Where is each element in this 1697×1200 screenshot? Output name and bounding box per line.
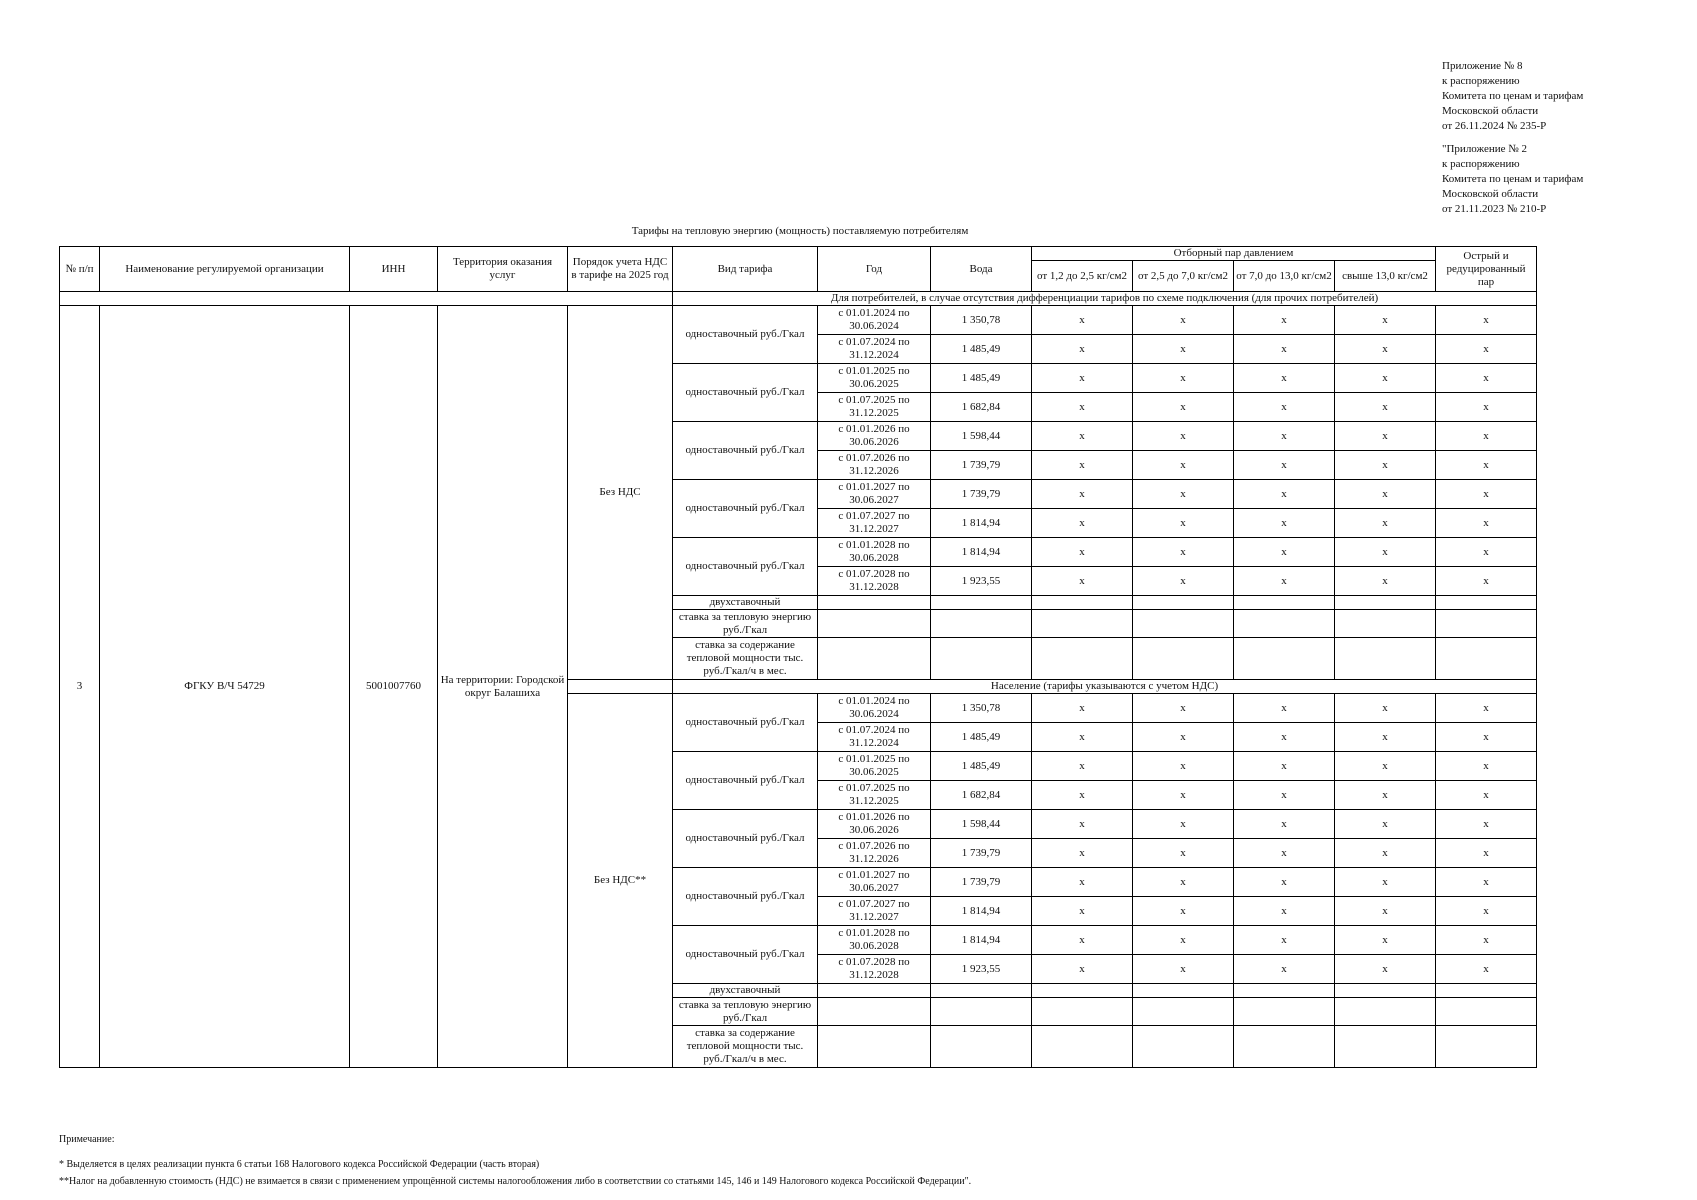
vat-order-cell: Без НДС — [568, 306, 673, 680]
org-number: 3 — [60, 306, 100, 1068]
empty-cell — [931, 596, 1032, 610]
period-cell: с 01.01.2025 по 30.06.2025 — [818, 752, 931, 781]
not-applicable-mark: х — [1133, 567, 1234, 596]
not-applicable-mark: х — [1133, 897, 1234, 926]
not-applicable-mark: х — [1234, 926, 1335, 955]
empty-cell — [1335, 984, 1436, 998]
water-value-cell: 1 485,49 — [931, 335, 1032, 364]
header-line: Московской области — [1442, 188, 1539, 200]
empty-cell — [1032, 1026, 1133, 1068]
org-name: ФГКУ В/Ч 54729 — [100, 306, 350, 1068]
empty-cell — [1234, 610, 1335, 638]
header-line: Московской области — [1442, 105, 1539, 117]
not-applicable-mark: х — [1032, 752, 1133, 781]
empty-cell — [931, 610, 1032, 638]
not-applicable-mark: х — [1436, 781, 1537, 810]
not-applicable-mark: х — [1133, 393, 1234, 422]
notes-block — [59, 1131, 971, 1190]
appendix-8-header — [1442, 59, 1583, 134]
not-applicable-mark: х — [1335, 393, 1436, 422]
not-applicable-mark: х — [1032, 480, 1133, 509]
not-applicable-mark: х — [1234, 567, 1335, 596]
tariff-table — [59, 246, 1537, 1068]
org-inn: 5001007760 — [350, 306, 438, 1068]
tariff-type-cell: одноставочный руб./Гкал — [673, 868, 818, 926]
period-cell: с 01.01.2028 по 30.06.2028 — [818, 926, 931, 955]
not-applicable-mark: х — [1335, 422, 1436, 451]
not-applicable-mark: х — [1335, 694, 1436, 723]
not-applicable-mark: х — [1436, 839, 1537, 868]
col-header-inn: ИНН — [350, 247, 438, 292]
water-value-cell: 1 814,94 — [931, 509, 1032, 538]
period-cell: с 01.07.2025 по 31.12.2025 — [818, 393, 931, 422]
not-applicable-mark: х — [1436, 955, 1537, 984]
not-applicable-mark: х — [1234, 810, 1335, 839]
empty-cell — [1234, 596, 1335, 610]
water-value-cell: 1 814,94 — [931, 926, 1032, 955]
empty-cell — [818, 610, 931, 638]
two-part-label: двухставочный — [673, 596, 818, 610]
not-applicable-mark: х — [1335, 781, 1436, 810]
tariff-type-cell: одноставочный руб./Гкал — [673, 926, 818, 984]
period-cell: с 01.07.2024 по 31.12.2024 — [818, 335, 931, 364]
empty-cell — [1436, 596, 1537, 610]
not-applicable-mark: х — [1436, 364, 1537, 393]
not-applicable-mark: х — [1436, 538, 1537, 567]
not-applicable-mark: х — [1436, 810, 1537, 839]
period-cell: с 01.01.2025 по 30.06.2025 — [818, 364, 931, 393]
not-applicable-mark: х — [1436, 335, 1537, 364]
not-applicable-mark: х — [1335, 451, 1436, 480]
tariff-type-cell: одноставочный руб./Гкал — [673, 422, 818, 480]
header-line: к распоряжению — [1442, 75, 1520, 87]
empty-cell — [1335, 638, 1436, 680]
not-applicable-mark: х — [1234, 752, 1335, 781]
not-applicable-mark: х — [1133, 694, 1234, 723]
tariff-type-cell: одноставочный руб./Гкал — [673, 306, 818, 364]
water-value-cell: 1 682,84 — [931, 393, 1032, 422]
header-line: Комитета по ценам и тарифам — [1442, 173, 1584, 185]
not-applicable-mark: х — [1234, 480, 1335, 509]
water-value-cell: 1 682,84 — [931, 781, 1032, 810]
not-applicable-mark: х — [1335, 868, 1436, 897]
empty-cell — [1436, 1026, 1537, 1068]
header-line: к распоряжению — [1442, 158, 1520, 170]
empty-cell — [931, 984, 1032, 998]
not-applicable-mark: х — [1234, 781, 1335, 810]
empty-cell — [1436, 638, 1537, 680]
water-value-cell: 1 485,49 — [931, 723, 1032, 752]
not-applicable-mark: х — [1234, 723, 1335, 752]
not-applicable-mark: х — [1032, 781, 1133, 810]
empty-cell — [1032, 638, 1133, 680]
not-applicable-mark: х — [1234, 868, 1335, 897]
document-title: Тарифы на тепловую энергию (мощность) поставляемую потребителям — [631, 225, 969, 237]
tariff-type-cell: одноставочный руб./Гкал — [673, 810, 818, 868]
not-applicable-mark: х — [1032, 955, 1133, 984]
period-cell: с 01.01.2024 по 30.06.2024 — [818, 306, 931, 335]
not-applicable-mark: х — [1335, 926, 1436, 955]
note-2: **Налог на добавленную стоимость (НДС) не взимается в связи с применением упрощённой системы налогообложения либо в соответствии со статьями 145, 146 и 149 Налогового кодекса Российской Федерации". — [59, 1176, 972, 1187]
tariff-type-cell: одноставочный руб./Гкал — [673, 694, 818, 752]
empty-cell — [1335, 1026, 1436, 1068]
not-applicable-mark: х — [1436, 926, 1537, 955]
tariff-type-cell: одноставочный руб./Гкал — [673, 752, 818, 810]
empty-cell — [1234, 1026, 1335, 1068]
empty-cell — [1032, 984, 1133, 998]
not-applicable-mark: х — [1032, 839, 1133, 868]
caption-blank-vat — [568, 680, 673, 694]
not-applicable-mark: х — [1133, 723, 1234, 752]
empty-cell — [1133, 984, 1234, 998]
tariff-type-cell: одноставочный руб./Гкал — [673, 480, 818, 538]
section-caption: Население (тарифы указываются с учетом НДС) — [673, 680, 1537, 694]
not-applicable-mark: х — [1032, 509, 1133, 538]
water-value-cell: 1 739,79 — [931, 480, 1032, 509]
not-applicable-mark: х — [1133, 752, 1234, 781]
not-applicable-mark: х — [1436, 422, 1537, 451]
tariff-type-cell: одноставочный руб./Гкал — [673, 538, 818, 596]
section-caption-row — [60, 292, 1537, 306]
col-header-year: Год — [818, 247, 931, 292]
not-applicable-mark: х — [1335, 752, 1436, 781]
energy-rate-label: ставка за тепловую энергию руб./Гкал — [673, 998, 818, 1026]
tariff-row — [60, 306, 1537, 335]
appendix-2-header — [1442, 142, 1583, 217]
water-value-cell: 1 598,44 — [931, 422, 1032, 451]
water-value-cell: 1 598,44 — [931, 810, 1032, 839]
not-applicable-mark: х — [1032, 926, 1133, 955]
not-applicable-mark: х — [1234, 335, 1335, 364]
col-header-steam-4: свыше 13,0 кг/см2 — [1335, 261, 1436, 292]
not-applicable-mark: х — [1234, 364, 1335, 393]
empty-cell — [818, 596, 931, 610]
header-line: Приложение № 8 — [1442, 60, 1523, 72]
not-applicable-mark: х — [1335, 509, 1436, 538]
period-cell: с 01.07.2024 по 31.12.2024 — [818, 723, 931, 752]
col-header-territory: Территория оказания услуг — [438, 247, 568, 292]
period-cell: с 01.07.2025 по 31.12.2025 — [818, 781, 931, 810]
not-applicable-mark: х — [1234, 839, 1335, 868]
water-value-cell: 1 739,79 — [931, 839, 1032, 868]
not-applicable-mark: х — [1436, 752, 1537, 781]
water-value-cell: 1 923,55 — [931, 955, 1032, 984]
not-applicable-mark: х — [1335, 897, 1436, 926]
not-applicable-mark: х — [1436, 480, 1537, 509]
empty-cell — [1133, 610, 1234, 638]
period-cell: с 01.01.2027 по 30.06.2027 — [818, 868, 931, 897]
empty-cell — [1032, 610, 1133, 638]
not-applicable-mark: х — [1133, 451, 1234, 480]
not-applicable-mark: х — [1234, 897, 1335, 926]
not-applicable-mark: х — [1335, 955, 1436, 984]
empty-cell — [1133, 596, 1234, 610]
caption-blank-left — [60, 292, 673, 306]
not-applicable-mark: х — [1234, 422, 1335, 451]
not-applicable-mark: х — [1032, 868, 1133, 897]
not-applicable-mark: х — [1234, 306, 1335, 335]
period-cell: с 01.07.2026 по 31.12.2026 — [818, 451, 931, 480]
not-applicable-mark: х — [1335, 306, 1436, 335]
period-cell: с 01.07.2027 по 31.12.2027 — [818, 897, 931, 926]
not-applicable-mark: х — [1133, 335, 1234, 364]
empty-cell — [1335, 596, 1436, 610]
not-applicable-mark: х — [1133, 868, 1234, 897]
note-1: * Выделяется в целях реализации пункта 6 статьи 168 Налогового кодекса Российской Федерации (часть вторая) — [59, 1159, 540, 1170]
empty-cell — [1335, 998, 1436, 1026]
period-cell: с 01.07.2028 по 31.12.2028 — [818, 567, 931, 596]
header-line: Комитета по ценам и тарифам — [1442, 90, 1584, 102]
empty-cell — [818, 1026, 931, 1068]
empty-cell — [1032, 998, 1133, 1026]
not-applicable-mark: х — [1133, 839, 1234, 868]
not-applicable-mark: х — [1133, 422, 1234, 451]
energy-rate-label: ставка за тепловую энергию руб./Гкал — [673, 610, 818, 638]
not-applicable-mark: х — [1032, 810, 1133, 839]
water-value-cell: 1 739,79 — [931, 868, 1032, 897]
period-cell: с 01.01.2028 по 30.06.2028 — [818, 538, 931, 567]
water-value-cell: 1 923,55 — [931, 567, 1032, 596]
col-header-steam-2: от 2,5 до 7,0 кг/см2 — [1133, 261, 1234, 292]
col-header-tariff-type: Вид тарифа — [673, 247, 818, 292]
empty-cell — [1436, 610, 1537, 638]
not-applicable-mark: х — [1335, 839, 1436, 868]
col-header-num: № п/п — [60, 247, 100, 292]
vat-order-cell: Без НДС** — [568, 694, 673, 1068]
not-applicable-mark: х — [1436, 694, 1537, 723]
not-applicable-mark: х — [1335, 723, 1436, 752]
empty-cell — [1032, 596, 1133, 610]
not-applicable-mark: х — [1032, 567, 1133, 596]
empty-cell — [931, 638, 1032, 680]
not-applicable-mark: х — [1234, 451, 1335, 480]
not-applicable-mark: х — [1335, 810, 1436, 839]
period-cell: с 01.01.2024 по 30.06.2024 — [818, 694, 931, 723]
period-cell: с 01.07.2028 по 31.12.2028 — [818, 955, 931, 984]
empty-cell — [931, 1026, 1032, 1068]
water-value-cell: 1 350,78 — [931, 694, 1032, 723]
not-applicable-mark: х — [1234, 694, 1335, 723]
not-applicable-mark: х — [1335, 567, 1436, 596]
empty-cell — [1234, 998, 1335, 1026]
col-header-sharp-steam: Острый и редуцированный пар — [1436, 247, 1537, 292]
not-applicable-mark: х — [1133, 926, 1234, 955]
empty-cell — [1133, 1026, 1234, 1068]
capacity-rate-label: ставка за содержание тепловой мощности тыс. руб./Гкал/ч в мес. — [673, 1026, 818, 1068]
empty-cell — [931, 998, 1032, 1026]
not-applicable-mark: х — [1335, 538, 1436, 567]
period-cell: с 01.07.2026 по 31.12.2026 — [818, 839, 931, 868]
not-applicable-mark: х — [1335, 480, 1436, 509]
not-applicable-mark: х — [1133, 364, 1234, 393]
not-applicable-mark: х — [1133, 509, 1234, 538]
col-header-steam-3: от 7,0 до 13,0 кг/см2 — [1234, 261, 1335, 292]
not-applicable-mark: х — [1032, 723, 1133, 752]
not-applicable-mark: х — [1436, 306, 1537, 335]
not-applicable-mark: х — [1032, 422, 1133, 451]
period-cell: с 01.01.2026 по 30.06.2026 — [818, 422, 931, 451]
not-applicable-mark: х — [1234, 955, 1335, 984]
not-applicable-mark: х — [1436, 868, 1537, 897]
two-part-label: двухставочный — [673, 984, 818, 998]
empty-cell — [1234, 984, 1335, 998]
empty-cell — [818, 984, 931, 998]
not-applicable-mark: х — [1032, 451, 1133, 480]
header-line: "Приложение № 2 — [1442, 143, 1528, 155]
tariff-type-cell: одноставочный руб./Гкал — [673, 364, 818, 422]
not-applicable-mark: х — [1133, 538, 1234, 567]
not-applicable-mark: х — [1335, 364, 1436, 393]
not-applicable-mark: х — [1436, 723, 1537, 752]
not-applicable-mark: х — [1032, 897, 1133, 926]
not-applicable-mark: х — [1032, 694, 1133, 723]
period-cell: с 01.01.2026 по 30.06.2026 — [818, 810, 931, 839]
period-cell: с 01.01.2027 по 30.06.2027 — [818, 480, 931, 509]
empty-cell — [1335, 610, 1436, 638]
notes-heading: Примечание: — [59, 1134, 115, 1145]
not-applicable-mark: х — [1133, 480, 1234, 509]
section-caption: Для потребителей, в случае отсутствия дифференциации тарифов по схеме подключения (для прочих потребителей) — [673, 292, 1537, 306]
not-applicable-mark: х — [1436, 567, 1537, 596]
col-header-steam-1: от 1,2 до 2,5 кг/см2 — [1032, 261, 1133, 292]
not-applicable-mark: х — [1436, 451, 1537, 480]
empty-cell — [1133, 998, 1234, 1026]
not-applicable-mark: х — [1032, 393, 1133, 422]
not-applicable-mark: х — [1032, 306, 1133, 335]
col-header-water: Вода — [931, 247, 1032, 292]
not-applicable-mark: х — [1032, 538, 1133, 567]
not-applicable-mark: х — [1133, 306, 1234, 335]
col-header-org: Наименование регулируемой организации — [100, 247, 350, 292]
water-value-cell: 1 814,94 — [931, 897, 1032, 926]
col-header-steam-group: Отборный пар давлением — [1032, 247, 1436, 261]
empty-cell — [1234, 638, 1335, 680]
not-applicable-mark: х — [1032, 335, 1133, 364]
water-value-cell: 1 814,94 — [931, 538, 1032, 567]
org-territory: На территории: Городской округ Балашиха — [438, 306, 568, 1068]
not-applicable-mark: х — [1133, 781, 1234, 810]
empty-cell — [818, 638, 931, 680]
water-value-cell: 1 485,49 — [931, 364, 1032, 393]
not-applicable-mark: х — [1133, 810, 1234, 839]
empty-cell — [1133, 638, 1234, 680]
water-value-cell: 1 350,78 — [931, 306, 1032, 335]
not-applicable-mark: х — [1234, 393, 1335, 422]
header-line: от 21.11.2023 № 210-Р — [1442, 203, 1547, 215]
not-applicable-mark: х — [1436, 393, 1537, 422]
empty-cell — [1436, 998, 1537, 1026]
not-applicable-mark: х — [1335, 335, 1436, 364]
not-applicable-mark: х — [1234, 538, 1335, 567]
not-applicable-mark: х — [1234, 509, 1335, 538]
capacity-rate-label: ставка за содержание тепловой мощности тыс. руб./Гкал/ч в мес. — [673, 638, 818, 680]
col-header-vat-order: Порядок учета НДС в тарифе на 2025 год — [568, 247, 673, 292]
empty-cell — [1436, 984, 1537, 998]
water-value-cell: 1 485,49 — [931, 752, 1032, 781]
empty-cell — [818, 998, 931, 1026]
not-applicable-mark: х — [1436, 509, 1537, 538]
not-applicable-mark: х — [1032, 364, 1133, 393]
not-applicable-mark: х — [1133, 955, 1234, 984]
water-value-cell: 1 739,79 — [931, 451, 1032, 480]
period-cell: с 01.07.2027 по 31.12.2027 — [818, 509, 931, 538]
header-line: от 26.11.2024 № 235-Р — [1442, 120, 1547, 132]
not-applicable-mark: х — [1436, 897, 1537, 926]
